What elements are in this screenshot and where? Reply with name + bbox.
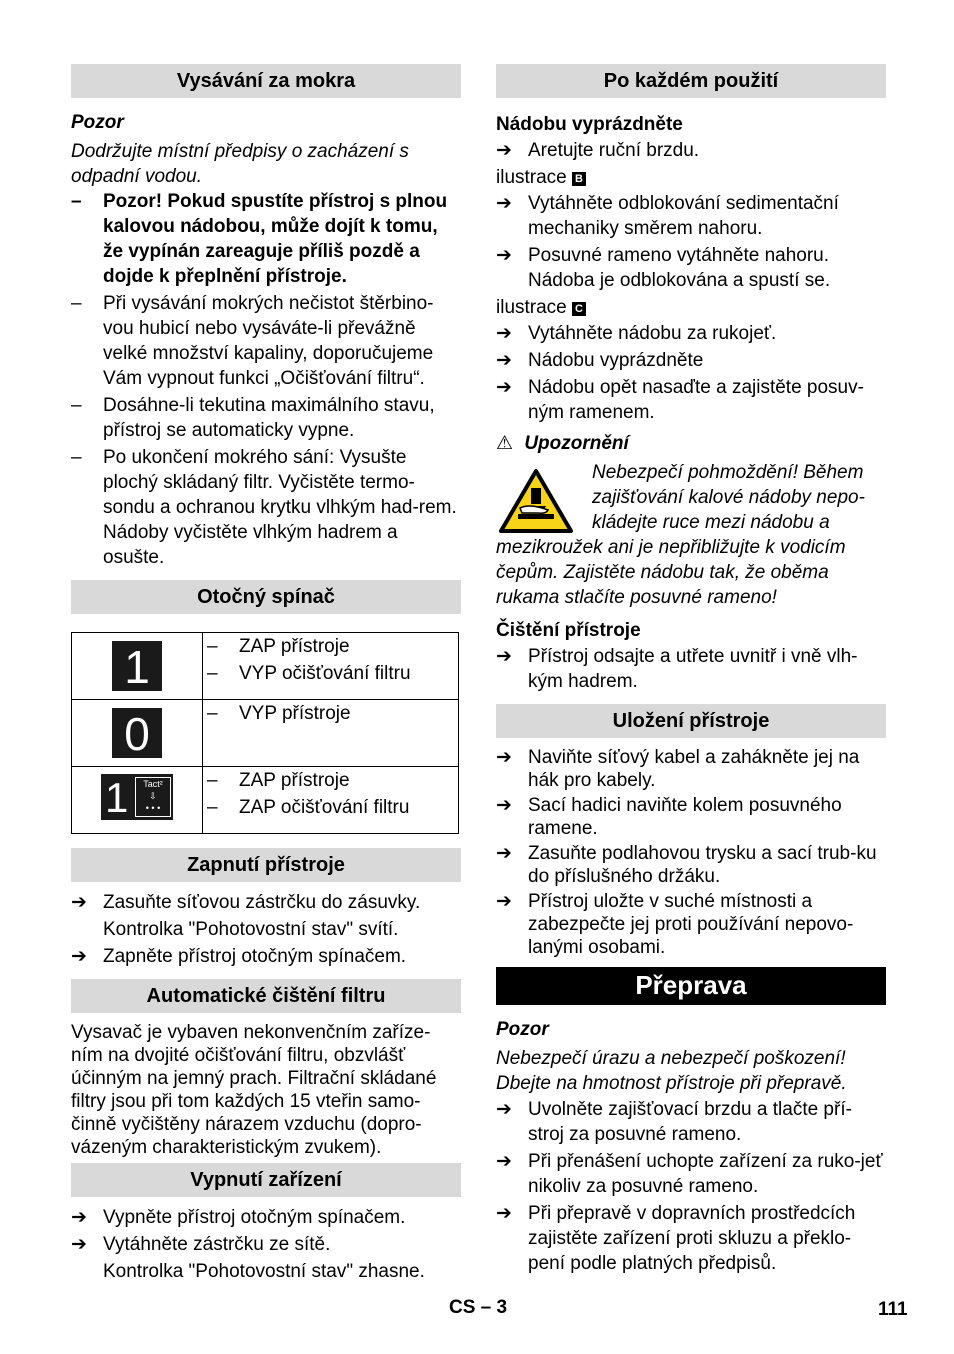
switch-table <box>71 632 459 834</box>
step: ➔ Vytáhněte nádobu za rukojeť. <box>496 323 777 344</box>
arrow-icon: ➔ <box>496 843 512 864</box>
language-page-code: CS – 3 <box>449 1297 508 1318</box>
warning-heading: ⚠ Upozornění <box>496 433 629 454</box>
arrow-icon: ➔ <box>71 1234 87 1255</box>
list-item: – ZAP očišťování filtru <box>207 794 454 821</box>
page-number: 111 <box>878 1299 908 1320</box>
arrow-icon: ➔ <box>496 140 512 161</box>
arrow-icon: ➔ <box>496 323 512 344</box>
arrow-icon: ➔ <box>496 193 512 214</box>
section-title-switch-on: Zapnutí přístroje <box>71 848 461 882</box>
step: ➔ Nádobu vyprázdněte <box>496 350 704 371</box>
arrow-icon: ➔ <box>496 795 512 816</box>
section-title-storage: Uložení přístroje <box>496 704 886 738</box>
list-item: – VYP přístroje <box>207 700 454 727</box>
caution-note: Nebezpečí úrazu a nebezpečí poškození! Dbejte na hmotnost přístroje při přepravě. <box>496 1048 847 1094</box>
warning-icon: ⚠ <box>496 433 514 454</box>
warning-text: Nebezpečí pohmoždění! Během zajišťování kalové nádoby nepo-kládejte ruce mezi nádobu a mezikroužek ani je nepřibližujte k vodicím čepům. Zajistěte nádobu tak, že oběma rukama stlačíte posuvné rameno! <box>496 462 865 608</box>
step: ➔ Vytáhněte odblokování sedimentační mechaniky směrem nahoru. <box>496 193 839 239</box>
section-title-auto-filter-cleaning: Automatické čištění filtru <box>71 979 461 1013</box>
step: ➔ Aretujte ruční brzdu. <box>496 140 700 161</box>
crush-hazard-icon <box>498 468 574 534</box>
subheading-cleaning: Čištění přístroje <box>496 620 641 641</box>
right-column <box>496 64 886 1276</box>
step: ➔ Sací hadici naviňte kolem posuvného ramene. <box>496 795 842 839</box>
list-item: – ZAP přístroje <box>207 767 454 794</box>
list-item: – Dosáhne-li tekutina maximálního stavu, přístroj se automaticky vypne. <box>71 393 461 443</box>
arrow-icon: ➔ <box>71 946 87 967</box>
step: ➔ Vytáhněte zástrčku ze sítě. <box>71 1234 331 1255</box>
step: ➔ Nádobu opět nasaďte a zajistěte posuv-ným ramenem. <box>496 377 864 423</box>
arrow-icon: ➔ <box>496 891 512 912</box>
step-note: Kontrolka "Pohotovostní stav" svítí. <box>103 919 399 940</box>
section-title-switch-off: Vypnutí zařízení <box>71 1163 461 1197</box>
switch-position-1-icon: 1 <box>112 641 162 691</box>
arrow-icon: ➔ <box>496 1151 512 1172</box>
list-item: – Při vysávání mokrých nečistot štěrbino-vou hubicí nebo vysáváte-li převážně velké množství kapaliny, doporučujeme Vám vypnout funkci „Očišťování filtru“. <box>71 291 461 391</box>
step: ➔ Při přepravě v dopravních prostředcích zajistěte zařízení proti skluzu a překlo-pení podle platných předpisů. <box>496 1203 856 1274</box>
step-note: Kontrolka "Pohotovostní stav" zhasne. <box>103 1261 425 1282</box>
step: ➔ Posuvné rameno vytáhněte nahoru. Nádoba je odblokována a spustí se. <box>496 245 831 291</box>
switch-position-tact-icon: 1 Tact² ⇩ • • • <box>101 774 173 820</box>
illustration-ref: ilustrace C <box>496 295 886 320</box>
illustration-ref: ilustrace B <box>496 165 886 190</box>
step: ➔ Přístroj uložte v suché místnosti a zabezpečte jej proti používání nepovo-lanými osobami. <box>496 891 854 958</box>
table-row <box>72 700 459 767</box>
subheading-empty-container: Nádobu vyprázdněte <box>496 114 683 135</box>
step: ➔ Zasuňte síťovou zástrčku do zásuvky. <box>71 892 421 913</box>
list-item: – VYP očišťování filtru <box>207 660 454 687</box>
arrow-icon: ➔ <box>496 245 512 266</box>
table-row <box>72 767 459 834</box>
step: ➔ Zasuňte podlahovou trysku a sací trub-ku do příslušného držáku. <box>496 843 877 887</box>
list-item: – Po ukončení mokrého sání: Vysušte plochý skládaný filtr. Vyčistěte termo-sondu a ochranou krytku vlhkým had-rem. Nádoby vyčistěte vlhkým hadrem a osušte. <box>71 445 461 570</box>
illustration-c-icon: C <box>572 302 586 316</box>
chapter-title-transport: Přeprava <box>496 967 886 1005</box>
step: ➔ Při přenášení uchopte zařízení za ruko-jeť nikoliv za posuvné rameno. <box>496 1151 883 1197</box>
left-column <box>71 64 461 1284</box>
illustration-b-icon: B <box>572 172 586 186</box>
list-item: – Pozor! Pokud spustíte přístroj s plnou kalovou nádobou, může dojít k tomu, že vypínán zareaguje příliš pozdě a dojde k přeplnění přístroje. <box>71 189 461 289</box>
switch-position-0-icon: 0 <box>112 708 162 758</box>
caution-label: Pozor <box>71 112 124 133</box>
table-row <box>72 633 459 700</box>
storage-steps <box>496 746 886 959</box>
step: ➔ Přístroj odsajte a utřete uvnitř i vně vlh-kým hadrem. <box>496 646 858 692</box>
paragraph: Vysavač je vybaven nekonvenčním zaříze-ním na dvojité očišťování filtru, obzvlášť účinným na jemný prach. Filtrační skládané filtry jsou při tom každých 15 vteřin samo-činně vyčištěny nárazem vzduchu (dopro-vázeným charakteristickým zvukem). <box>71 1022 437 1158</box>
arrow-icon: ➔ <box>496 350 512 371</box>
step: ➔ Naviňte síťový kabel a zahákněte jej na hák pro kabely. <box>496 747 860 791</box>
arrow-icon: ➔ <box>496 1203 512 1224</box>
step: ➔ Vypněte přístroj otočným spínačem. <box>71 1207 406 1228</box>
caution-note: Dodržujte místní předpisy o zacházení s odpadní vodou. <box>71 141 409 187</box>
list-item: – ZAP přístroje <box>207 633 454 660</box>
arrow-icon: ➔ <box>71 1207 87 1228</box>
section-title-after-use: Po každém použití <box>496 64 886 98</box>
section-title-wet-vacuuming: Vysávání za mokra <box>71 64 461 98</box>
arrow-icon: ➔ <box>496 646 512 667</box>
arrow-icon: ➔ <box>71 892 87 913</box>
step: ➔ Uvolněte zajišťovací brzdu a tlačte pří-stroj za posuvné rameno. <box>496 1099 852 1145</box>
caution-label: Pozor <box>496 1019 549 1040</box>
section-title-rotary-switch: Otočný spínač <box>71 580 461 614</box>
arrow-icon: ➔ <box>496 1099 512 1120</box>
step: ➔ Zapněte přístroj otočným spínačem. <box>71 946 407 967</box>
arrow-icon: ➔ <box>496 747 512 768</box>
arrow-icon: ➔ <box>496 377 512 398</box>
